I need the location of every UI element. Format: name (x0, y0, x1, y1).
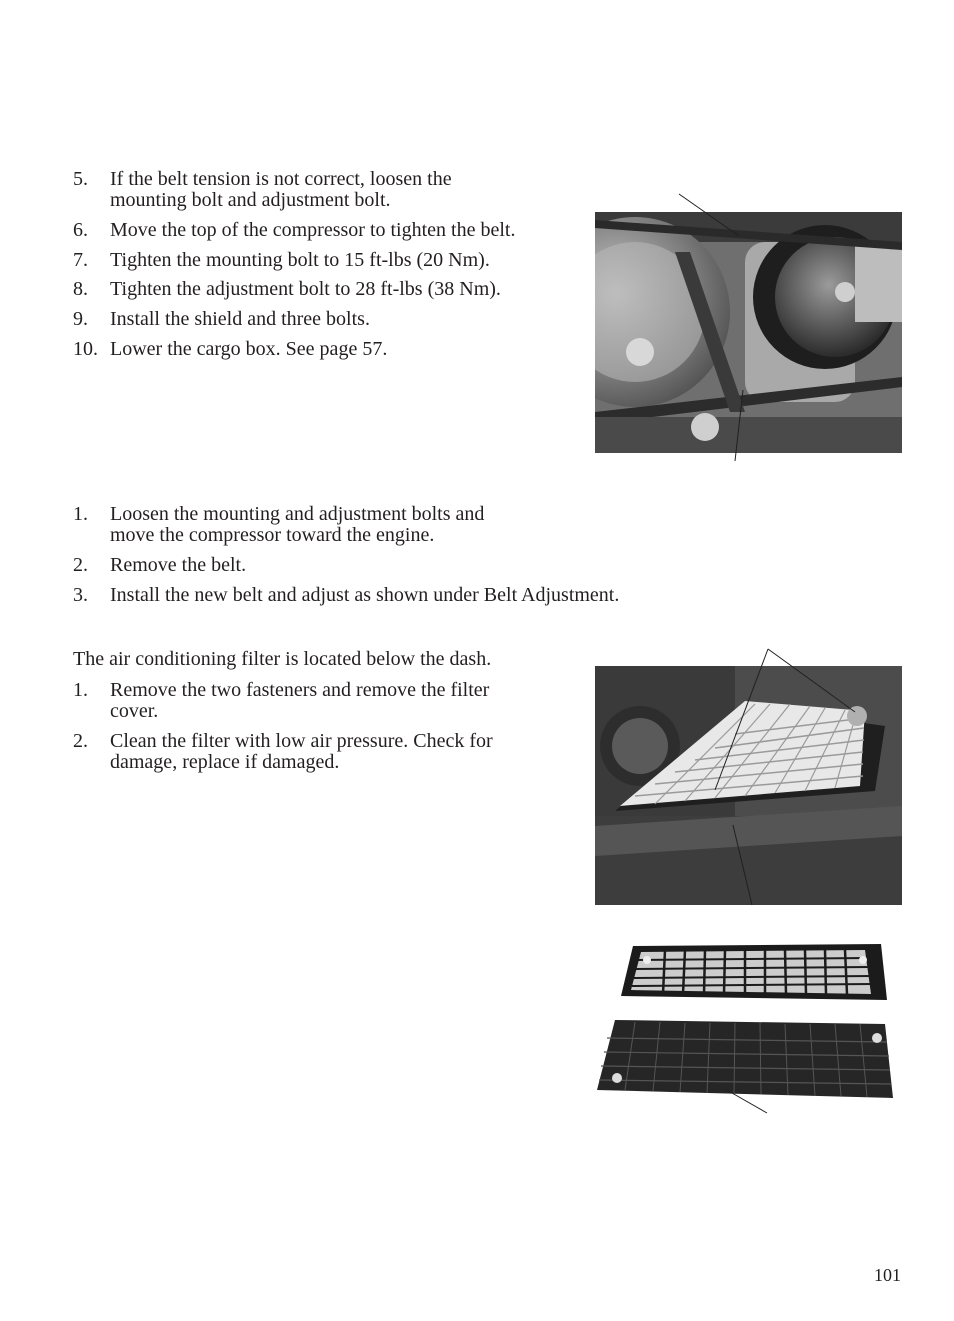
step-text-line: Remove the two fasteners and remove the filter (110, 679, 490, 701)
compressor-belt-photo (595, 212, 902, 453)
filter-intro: The air conditioning filter is located below the dash. (73, 648, 492, 670)
step-text-line: If the belt tension is not correct, loosen the (110, 168, 452, 190)
step-number: 1. (73, 679, 88, 701)
filter-and-cover-photo (595, 938, 902, 1118)
step-number: 10. (73, 338, 98, 360)
filter-element (597, 1020, 893, 1098)
page-number: 101 (874, 1265, 901, 1285)
step-text-line: move the compressor toward the engine. (110, 524, 435, 546)
step-text-line: damage, replace if damaged. (110, 751, 340, 773)
step-text-line: Install the new belt and adjust as shown under Belt Adjustment. (110, 584, 620, 606)
step-number: 3. (73, 584, 88, 606)
step-number: 5. (73, 168, 88, 190)
step-text-line: Clean the filter with low air pressure. Check for (110, 730, 493, 752)
step-number: 7. (73, 249, 88, 271)
step-number: 8. (73, 278, 88, 300)
filter-location-image (595, 666, 902, 905)
step-text-line: Tighten the mounting bolt to 15 ft-lbs (20 Nm). (110, 249, 490, 271)
step-text-line: Install the shield and three bolts. (110, 308, 370, 330)
step-number: 9. (73, 308, 88, 330)
filter-location-photo (595, 666, 902, 905)
step-number: 2. (73, 730, 88, 752)
filter-and-cover-image (595, 938, 902, 1118)
step-number: 6. (73, 219, 88, 241)
step-text-line: Remove the belt. (110, 554, 247, 576)
step-text-line: cover. (110, 700, 159, 722)
step-text-line: Tighten the adjustment bolt to 28 ft-lbs (38 Nm). (110, 278, 501, 300)
step-number: 1. (73, 503, 88, 525)
step-text-line: Loosen the mounting and adjustment bolts and (110, 503, 485, 525)
step-text-line: mounting bolt and adjustment bolt. (110, 189, 391, 211)
step-number: 2. (73, 554, 88, 576)
step-text-line: Move the top of the compressor to tighten the belt. (110, 219, 516, 241)
step-text-line: Lower the cargo box. See page 57. (110, 338, 388, 360)
compressor-belt-image (595, 212, 902, 453)
filter-cover (621, 944, 887, 1000)
